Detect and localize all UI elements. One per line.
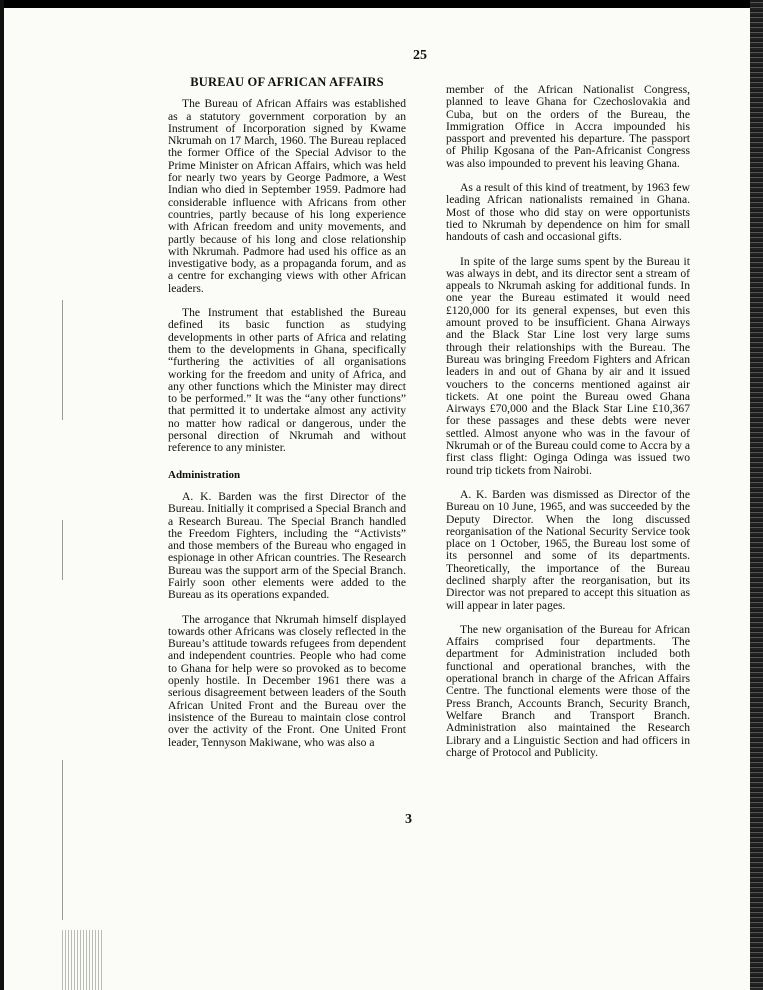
right-column bbox=[446, 84, 690, 771]
scan-left-border bbox=[0, 0, 4, 990]
paragraph: A. K. Barden was the first Director of the Bureau. Initially it comprised a Special Branch and a Research Bureau. The Special Branch handled the Freedom Fighters, including the “Activists” and those members of the Bureau who engaged in espionage in other African countries. The Research Bureau was the support arm of the Special Branch. Fairly soon other elements were added to the Bureau as its operations expanded. bbox=[168, 489, 406, 602]
paragraph: A. K. Barden was dismissed as Director of the Bureau on 10 June, 1965, and was succeeded by the Deputy Director. When the long discussed reorganisation of the National Security Service took place on 1 October, 1965, the Bureau lost some of its personnel and some of its departments. Theoretically, the importance of the Bureau declined sharply after the reorganisation, but its Director was not prepared to accept this situation as will appear in later pages. bbox=[446, 487, 690, 612]
paragraph: member of the African Nationalist Congress, planned to leave Ghana for Czechoslovakia and Cuba, but on the orders of the Bureau, the Immigration Office in Accra impounded his passport and prevented his departure. The passport of Philip Kgosana of the Pan-Africanist Congress was also impounded to prevent his leaving Ghana. bbox=[446, 83, 690, 170]
scan-top-border bbox=[0, 0, 763, 8]
top-page-number: 25 bbox=[413, 48, 427, 63]
paragraph: As a result of this kind of treatment, by 1963 few leading African nationalists remained in Ghana. Most of those who did stay on were opportunists tied to Nkrumah by dependence on him for small handouts of cash and occasional gifts. bbox=[446, 181, 690, 244]
paragraph: The Instrument that established the Bureau defined its basic function as studying developments in other parts of Africa and relating them to the developments in Ghana, specifically “furthering the activities of all organisations working for the freedom and unity of Africa, and any other functions which the Minister may direct to be performed.” It was the “any other functions” that permitted it to undertake almost any activity no matter how radical or dangerous, under the personal direction of Nkrumah and without reference to any minister. bbox=[168, 306, 406, 455]
scan-margin-mark bbox=[62, 300, 63, 420]
paragraph: In spite of the large sums spent by the Bureau it was always in debt, and its director sent a stream of appeals to Nkrumah asking for additional funds. In one year the Bureau estimated it would need £120,000 for its general expenses, but even this amount proved to be insufficient. Ghana Airways and the Black Star Line lost very large sums through their relationships with the Bureau. The Bureau was bringing Freedom Fighters and African leaders in and out of Ghana by air and it issued vouchers to the concerns mentioned against air tickets. At one point the Bureau owed Ghana Airways £70,000 and the Black Star Line £10,367 for these passages and these debts were never settled. Almost anyone who was in the favour of Nkrumah or of the Bureau could come to Accra by a first class flight: Oginga Odinga was issued two round trip tickets from Nairobi. bbox=[446, 254, 690, 477]
paragraph: The Bureau of African Affairs was established as a statutory government corporation by an Instrument of Incorporation signed by Kwame Nkrumah on 17 March, 1960. The Bureau replaced the former Office of the Special Advisor to the Prime Minister on African Affairs, which was held for nearly two years by George Padmore, a West Indian who died in September 1959. Padmore had considerable influence with Africans from other countries, partly because of his long experience with African freedom and unity movements, and partly because of his long and close relationship with Nkrumah. Padmore had used his office as an investigative body, as a propaganda forum, and as a centre for exchanging views with other African leaders. bbox=[168, 97, 406, 295]
paragraph: The arrogance that Nkrumah himself displayed towards other Africans was closely reflected in the Bureau’s attitude towards refugees from dependent and independent countries. People who had come to Ghana for help were so provoked as to become openly hostile. In December 1961 there was a serious disagreement between leaders of the South African United Front and the Bureau over the insistence of the Bureau to maintain close control over the activity of the Front. One United Front leader, Tennyson Makiwane, who was also a bbox=[168, 612, 406, 749]
scan-margin-mark bbox=[62, 760, 63, 920]
section-heading: BUREAU OF AFRICAN AFFAIRS bbox=[190, 75, 384, 89]
subheading: Administration bbox=[168, 468, 241, 481]
bottom-page-number: 3 bbox=[405, 812, 412, 827]
left-column bbox=[168, 76, 406, 761]
paragraph: The new organisation of the Bureau for African Affairs comprised four departments. The department for Administration included both functional and operational branches, with the operational branch in charge of the African Affairs Centre. The functional elements were those of the Press Branch, Accounts Branch, Security Branch, Welfare Branch and Transport Branch. Administration also maintained the Research Library and a Linguistic Section and had officers in charge of Protocol and Publicity. bbox=[446, 622, 690, 759]
scan-margin-mark bbox=[62, 520, 63, 580]
scan-right-border bbox=[750, 0, 763, 990]
scan-noise bbox=[62, 930, 102, 990]
